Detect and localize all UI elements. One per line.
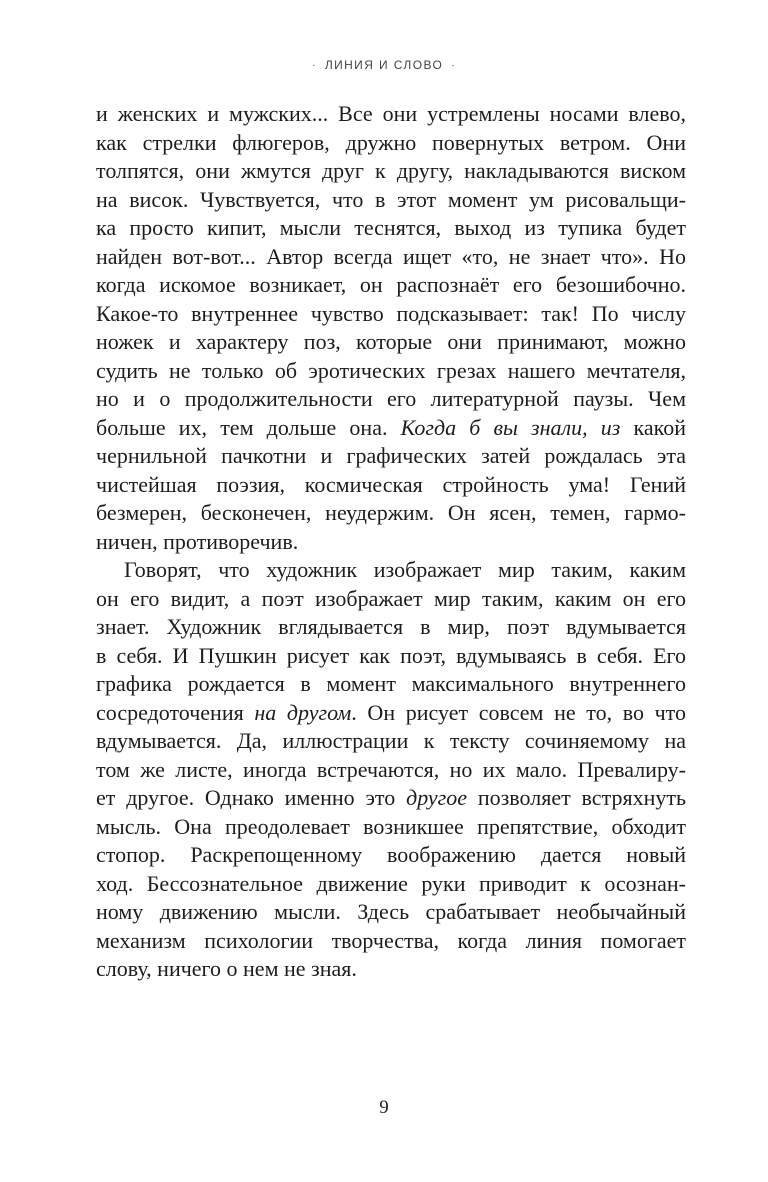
italic-phrase: на другом	[254, 699, 352, 725]
running-head-title: ЛИНИЯ И СЛОВО	[324, 58, 444, 72]
text-line	[96, 699, 686, 728]
italic-phrase: Когда б вы знали, из	[400, 414, 621, 440]
header-dot-left: ·	[312, 60, 317, 71]
text-line: ножек и характеру поз, которые они принимают, можно	[96, 329, 686, 354]
text-line: ход. Бессознательное движение руки приводит к осознан-	[96, 870, 686, 896]
text-line: чернильной пачкотни и графических затей рождалась эта	[96, 443, 686, 468]
text-line: безмерен, бесконечен, неудержим. Он ясен, темен, гармо-	[96, 500, 686, 525]
text-line: графика рождается в момент максимального внутреннего	[96, 671, 686, 696]
text-line: в себя. И Пушкин рисует как поэт, вдумываясь в себя. Его	[96, 642, 686, 668]
text-line: ка просто кипит, мысли теснятся, выход из тупика будет	[96, 215, 686, 240]
text-run: ет другое. Однако именно это	[96, 785, 407, 810]
text-line: стопор. Раскрепощенному воображению дается новый	[96, 842, 686, 867]
text-line: мысль. Она преодолевает возникшее препятствие, обходит	[96, 813, 686, 839]
page-number: 9	[379, 1097, 389, 1118]
text-run: какой	[620, 414, 687, 440]
text-line: толпятся, они жмутся друг к другу, накладываются виском	[96, 158, 686, 183]
body-text	[96, 100, 686, 984]
text-line: чистейшая поэзия, космическая стройность ума! Гений	[96, 471, 686, 497]
running-head	[0, 58, 768, 72]
text-line: Говорят, что художник изображает мир таким, каким	[124, 557, 686, 582]
header-dot-right: ·	[451, 60, 456, 71]
text-line: найден вот-вот... Автор всегда ищет «то, не знает что». Но	[96, 243, 686, 269]
text-line: слову, ничего о нем не зная.	[96, 956, 357, 981]
text-line: знает. Художник вглядывается в мир, поэт вдумывается	[96, 614, 686, 639]
text-line	[96, 784, 686, 813]
text-run: позволяет встряхнуть	[467, 785, 686, 810]
text-line	[96, 414, 686, 443]
text-run: сосредоточения	[96, 699, 255, 725]
italic-phrase: другое	[406, 785, 468, 810]
text-line: судить не только об эротических грезах нашего мечтателя,	[96, 357, 686, 383]
text-line: на висок. Чувствуется, что в этот момент ум рисовальщи-	[96, 186, 686, 212]
text-run: . Он рисует совсем не то, во что	[351, 699, 686, 725]
paragraph	[96, 556, 686, 984]
text-line: том же листе, иногда встречаются, но их мало. Превалиру-	[96, 756, 686, 782]
paragraph	[96, 100, 686, 556]
text-line: но и о продолжительности его литературной паузы. Чем	[96, 386, 686, 411]
text-line: когда искомое возникает, он распознаёт его безошибочно.	[96, 272, 686, 297]
text-line: механизм психологии творчества, когда линия помогает	[96, 927, 686, 953]
text-line: Какое-то внутреннее чувство подсказывает: так! По числу	[96, 300, 686, 326]
text-line: ничен, противоречив.	[96, 528, 299, 554]
text-line: как стрелки флюгеров, дружно повернутых ветром. Они	[96, 129, 686, 155]
text-line: ному движению мысли. Здесь срабатывает необычайный	[96, 899, 686, 924]
text-line: он его видит, а поэт изображает мир таким, каким он его	[96, 585, 686, 611]
text-line: вдумывается. Да, иллюстрации к тексту сочиняемому на	[96, 728, 686, 753]
text-line: и женских и мужских... Все они устремлены носами влево,	[96, 101, 686, 126]
text-run: больше их, тем дольше она.	[96, 414, 401, 440]
